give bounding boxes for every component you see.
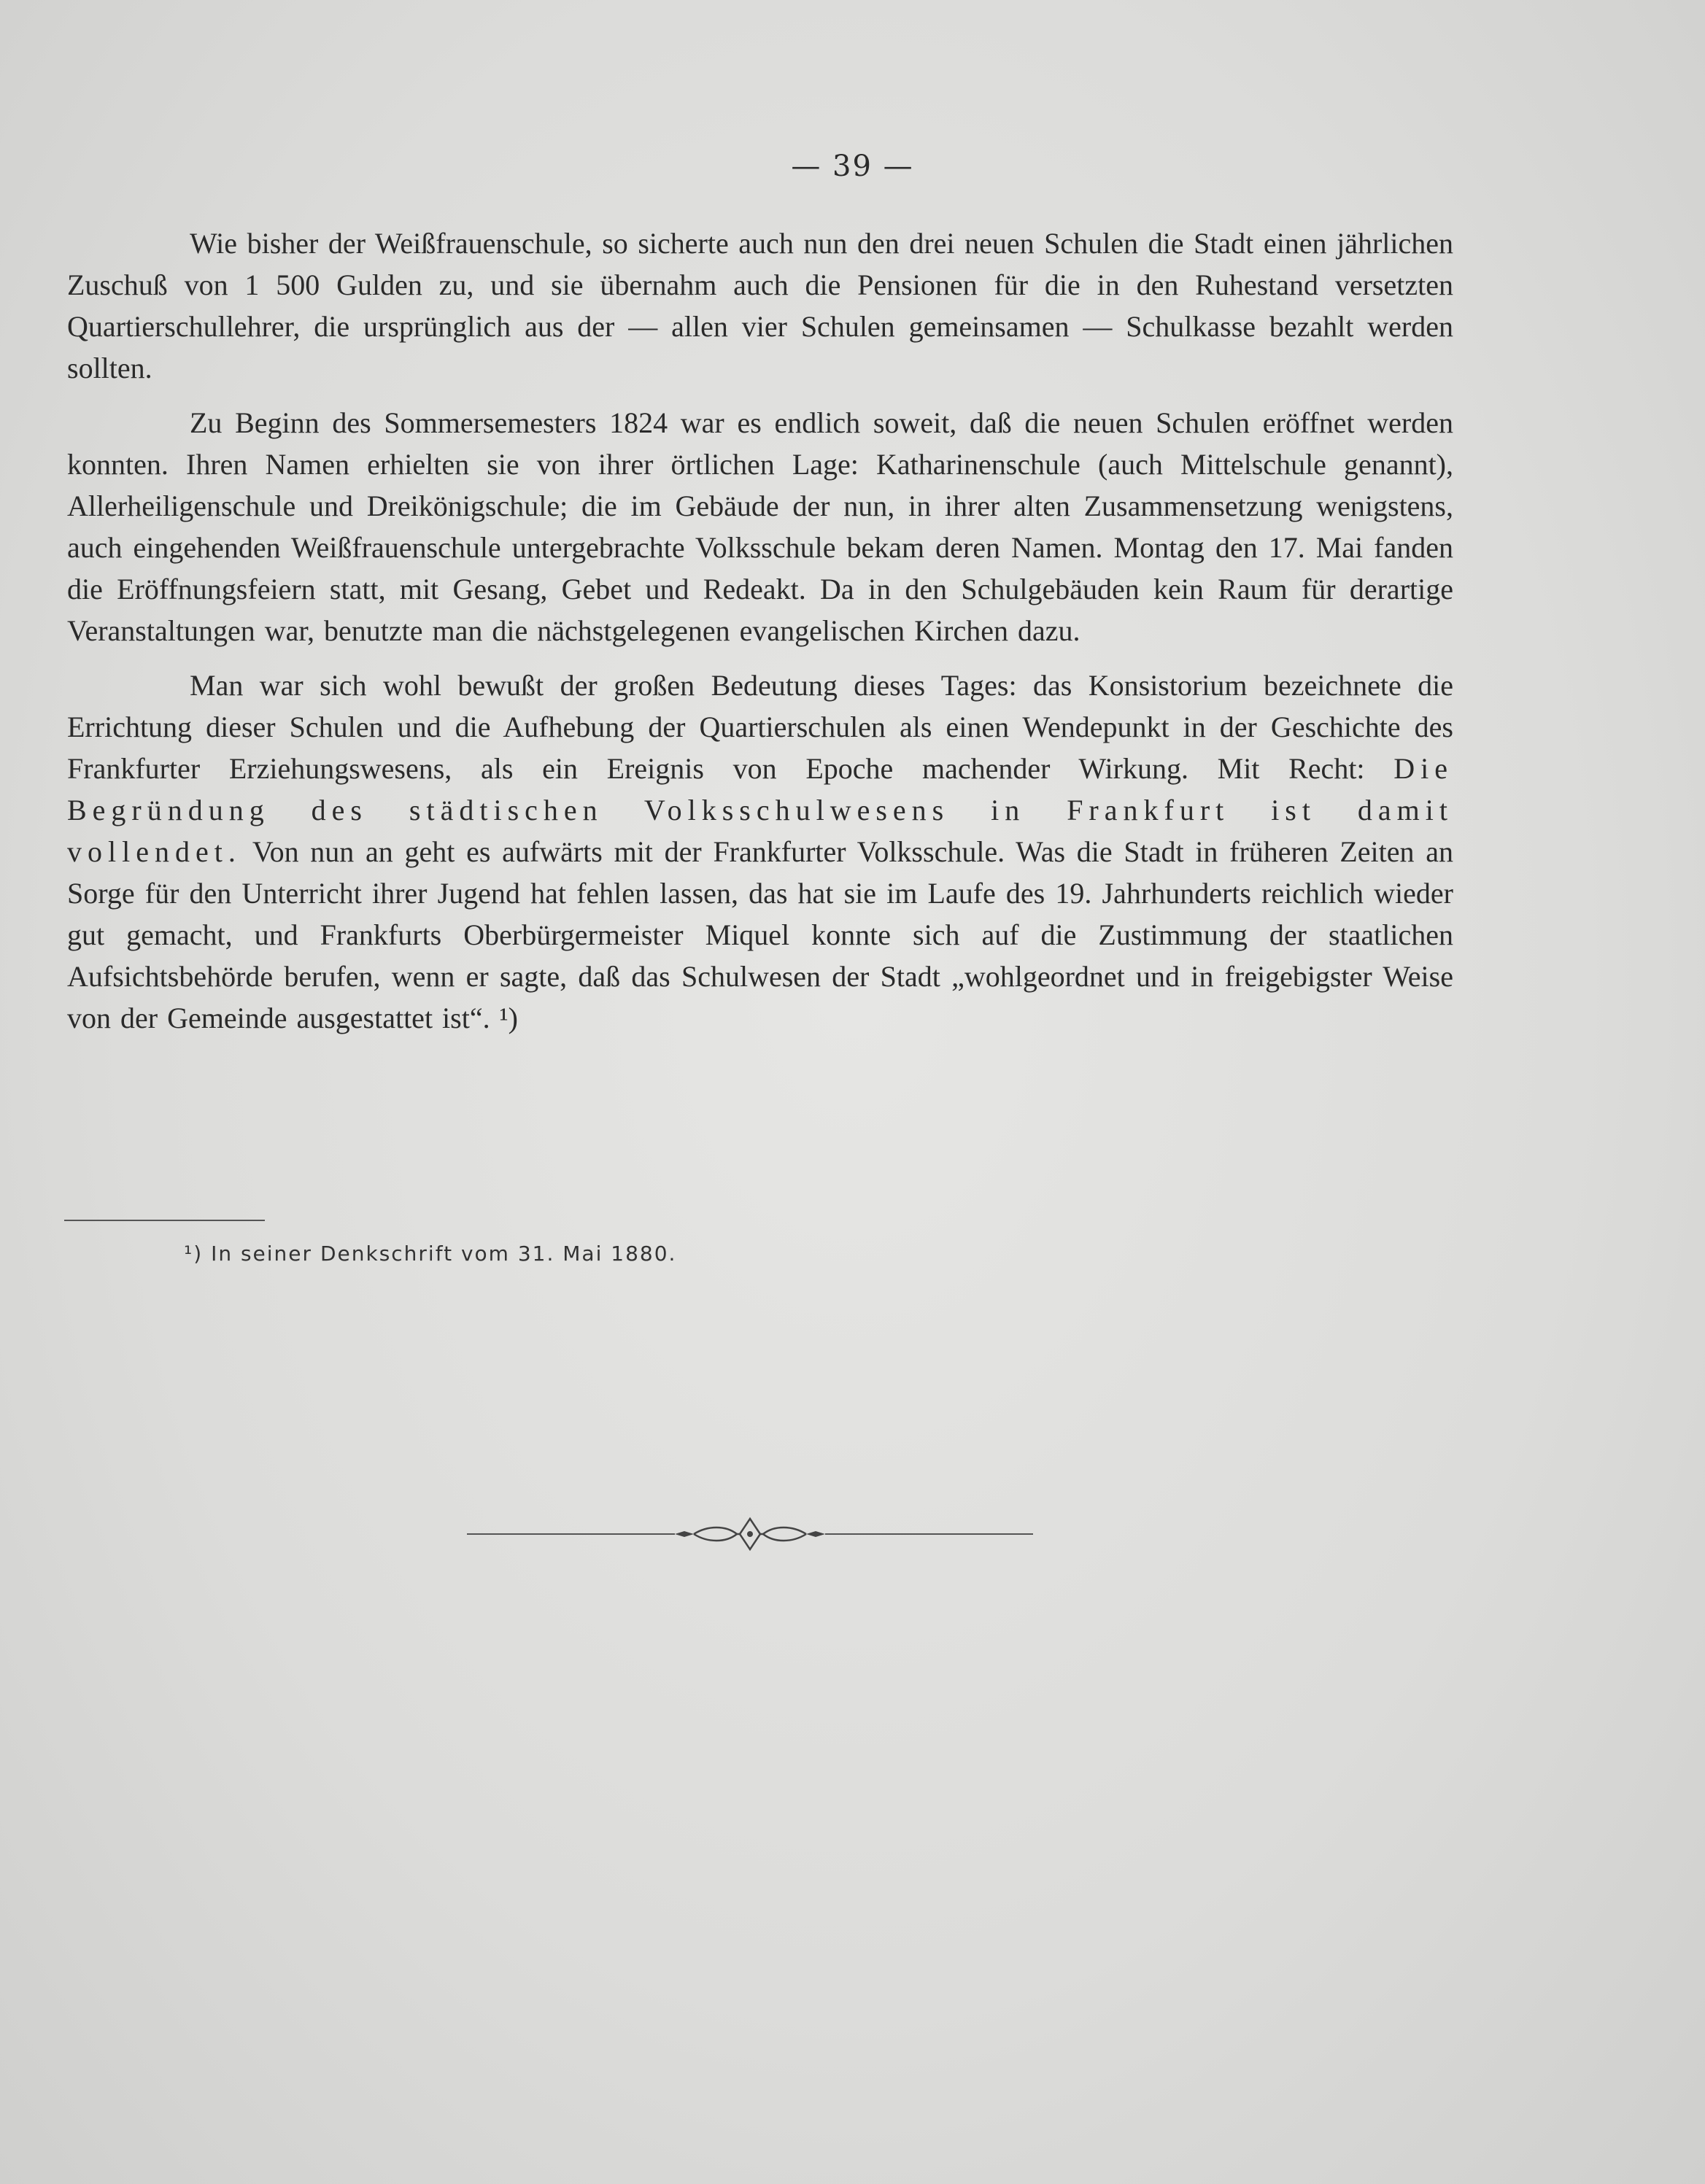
paragraph-1: Wie bisher der Weißfrauenschule, so sicherte auch nun den drei neuen Schulen die Stadt einen jährlichen Zuschuß von 1 500 Gulden zu, und sie übernahm auch die Pensionen für die in den Ruhestand versetzten Quartierschullehrer, die ursprünglich aus der — allen vier Schulen gemeinsamen — Schulkasse bezahlt werden sollten. [67, 227, 1453, 384]
footnote [184, 1242, 676, 1266]
body-text [67, 222, 1453, 1052]
page-number: — 39 — [791, 150, 914, 183]
footnote-separator [64, 1220, 265, 1221]
paragraph-3-text-before: Man war sich wohl bewußt der großen Bedeutung dieses Tages: das Konsistorium bezeichnete die Errichtung dieser Schulen und die Aufhebung der Quartierschulen als einen Wendepunkt in der Geschichte des Frankfurter Erziehungswesens, als ein Ereignis von Epoche machender Wirkung. Mit Recht: [67, 669, 1453, 785]
decorative-ornament-icon [467, 1516, 1033, 1552]
paragraph-2: Zu Beginn des Sommersemesters 1824 war es endlich soweit, daß die neuen Schulen eröffnet werden konnten. Ihren Namen erhielten sie von ihrer örtlichen Lage: Katharinenschule (auch Mittelschule genannt), Allerheiligenschule und Dreikönigschule; die im Gebäude der nun, in ihrer alten Zusammensetzung wenigstens, auch eingehenden Weißfrauenschule untergebrachte Volksschule bekam deren Namen. Montag den 17. Mai fanden die Eröffnungsfeiern statt, mit Gesang, Gebet und Redeakt. Da in den Schulgebäuden kein Raum für derartige Veranstaltungen war, benutzte man die nächstgelegenen evangelischen Kirchen dazu. [67, 406, 1453, 647]
paragraph-3-text-after: Von nun an geht es aufwärts mit der Frankfurter Volksschule. Was die Stadt in früheren Zeiten an Sorge für den Unterricht ihrer Jugend hat fehlen lassen, das hat sie im Laufe des 19. Jahrhunderts reichlich wieder gut gemacht, und Frankfurts Oberbürgermeister Miquel konnte sich auf die Zustimmung der staatlichen Aufsichtsbehörde berufen, wenn er sagte, daß das Schulwesen der Stadt „wohlgeordnet und in freigebigster Weise von der Gemeinde ausgestattet ist“. [67, 835, 1453, 1034]
footnote-reference: ¹) [499, 1002, 518, 1034]
footnote-text: In seiner Denkschrift vom 31. Mai 1880. [211, 1242, 677, 1266]
footnote-marker: ¹) [184, 1242, 204, 1266]
paragraph-3 [67, 665, 1453, 1039]
emphasized-spaced-text: Die Begründung des städtischen Volksschulwesens in Frankfurt ist damit vollendet. [67, 752, 1453, 868]
